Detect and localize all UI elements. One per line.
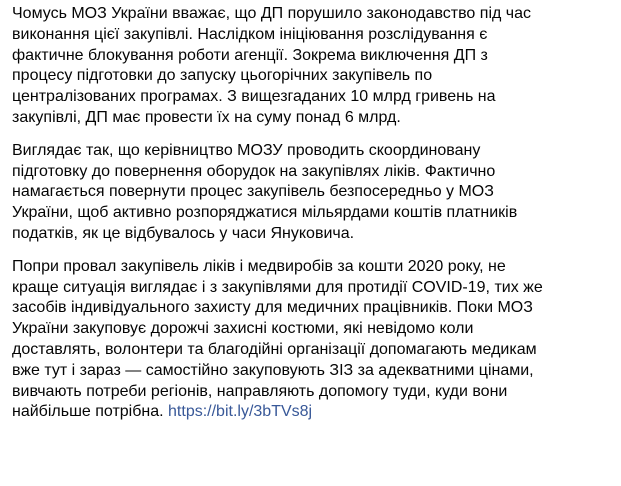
post-paragraph-2: Виглядає так, що керівництво МОЗУ проводить скоординовану підготовку до повернення оборудок на закупівлях ліків. Фактично намагається повернути процес закупівель безпосередньо у МОЗ України, щоб активно розпоряджатися мільярдами коштів платників податків, як це відбувалось у часи Януковича. xyxy=(12,141,518,242)
short-link[interactable]: https://bit.ly/3bTVs8j xyxy=(168,403,313,421)
post-paragraph-3 xyxy=(12,257,609,423)
post-paragraph-1: Чомусь МОЗ України вважає, що ДП порушило законодавство під час виконання цієї закупівлі. Наслідком ініціювання розслідування є фактичне блокування роботи агенції. Зокрема виключення ДП з процесу підготовки до запуску цьогорічних закупівель по централізованих програмах. З вищезгаданих 10 млрд гривень на закупівлі, ДП має провести їх на суму понад 6 млрд. xyxy=(12,5,532,126)
post-paragraph-3-text: Попри провал закупівель ліків і медвиробів за кошти 2020 року, не краще ситуація виглядає і з закупівлями для протидії COVID-19, тих же засобів індивідуального захисту для медичних працівників. Поки МОЗ України закуповує дорожчі захисні костюми, які невідомо коли доставлять, волонтери та благодійні організації допомагають медикам вже тут і зараз — самостійно закуповують ЗІЗ за адекватними цінами, вивчають потреби регіонів, направляють допомогу туди, куди вони найбільше потрібна. xyxy=(12,257,543,421)
